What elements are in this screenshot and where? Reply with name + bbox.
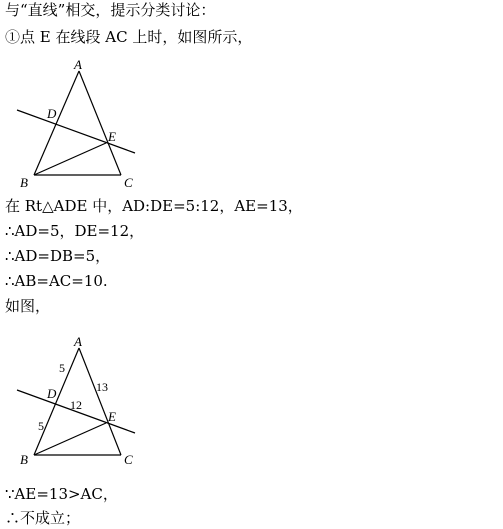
fig2-label-d: D: [47, 386, 57, 401]
text-line-1: 与“直线”相交，提示分类讨论：: [5, 1, 216, 19]
fig1-label-d: D: [47, 106, 57, 121]
fig2-length-ad: 5: [59, 361, 65, 375]
fig2-label-a: A: [74, 334, 82, 349]
fig1-label-a: A: [74, 57, 82, 72]
fig1-label-e: E: [108, 129, 116, 144]
fig2-label-e: E: [108, 409, 116, 424]
fig2-length-db: 5: [38, 419, 44, 433]
fig2-label-b: B: [20, 452, 28, 467]
fig2-length-ae: 13: [96, 380, 108, 394]
fig1-line-de: [17, 110, 135, 153]
fig2-segment-ac: [79, 348, 121, 455]
text-line-7: 如图，: [5, 297, 51, 315]
text-line-3: 在 Rt△ADE 中，AD:DE=5:12，AE=13，: [5, 197, 303, 215]
figure-1: [0, 50, 503, 195]
fig2-length-de: 12: [70, 398, 82, 412]
fig1-segment-be: [34, 143, 106, 175]
fig1-segment-ab: [34, 71, 79, 175]
text-line-9: ∴不成立；: [5, 509, 81, 527]
fig1-label-c: C: [124, 175, 133, 190]
text-line-8: ∵AE=13>AC，: [5, 485, 118, 503]
fig1-label-b: B: [20, 175, 28, 190]
figure-2: [0, 330, 503, 475]
fig1-segment-ac: [79, 71, 121, 175]
text-line-6: ∴AB=AC=10.: [5, 272, 108, 290]
fig2-label-c: C: [124, 452, 133, 467]
text-line-2: ①点 E 在线段 AC 上时，如图所示，: [5, 28, 253, 46]
text-line-5: ∴AD=DB=5，: [5, 247, 111, 265]
text-line-4: ∴AD=5，DE=12，: [5, 222, 145, 240]
